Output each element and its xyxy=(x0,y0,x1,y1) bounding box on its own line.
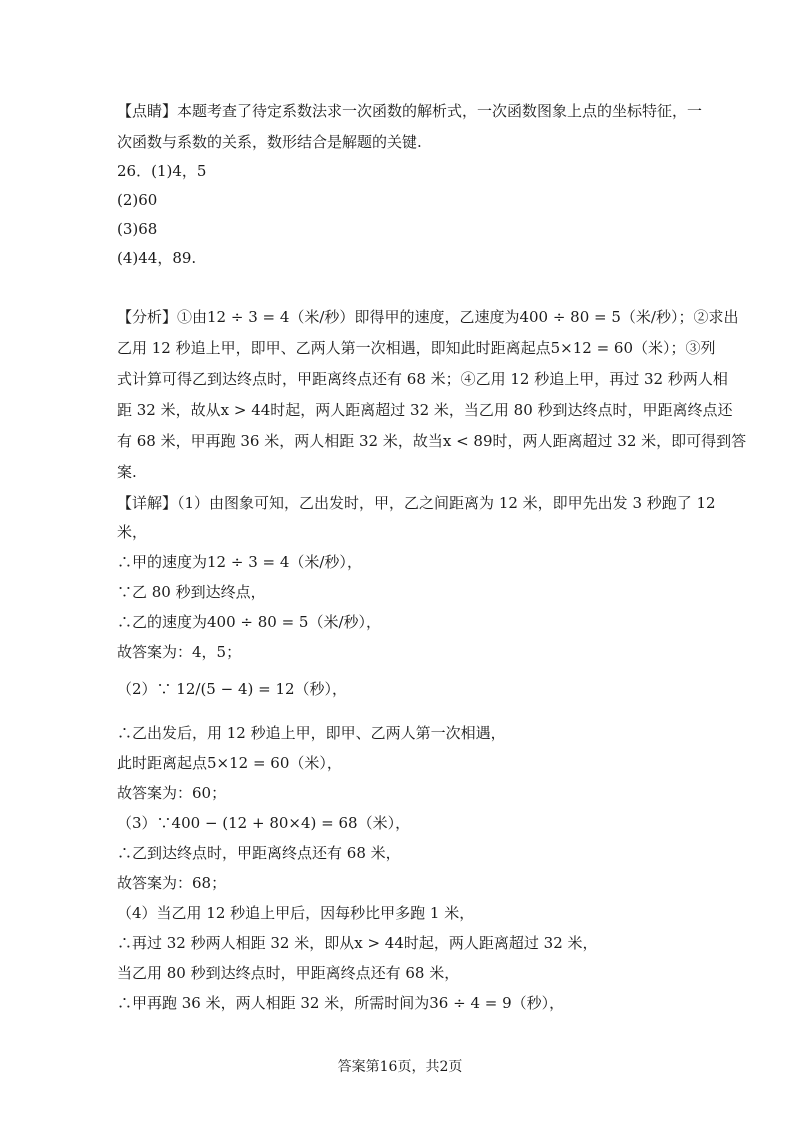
detail-line: 此时距离起点5×12 = 60（米）， xyxy=(117,754,342,772)
detail-line: ∴甲的速度为12 ÷ 3 = 4（米/秒）， xyxy=(117,553,362,571)
detail-line: ∴再过 32 秒两人相距 32 米，即从x > 44时起，两人距离超过 32 米， xyxy=(117,934,598,952)
detail-line: 故答案为：68； xyxy=(117,874,227,892)
detail-line: 当乙用 80 秒到达终点时，甲距离终点还有 68 米， xyxy=(117,964,460,982)
analysis-line: 式计算可得乙到达终点时，甲距离终点还有 68 米；④乙用 12 秒追上甲，再过 32 秒两人相 xyxy=(117,370,728,388)
analysis-line: 有 68 米，甲再跑 36 米，两人相距 32 米，故当x < 89时，两人距离超过 32 米，即可得到答 xyxy=(117,432,747,450)
detail-line: ∴乙到达终点时，甲距离终点还有 68 米， xyxy=(117,844,401,862)
analysis-line: 案. xyxy=(117,463,137,481)
analysis-line: 【分析】①由12 ÷ 3 = 4（米/秒）即得甲的速度，乙速度为400 ÷ 80 = 5（米/秒）；②求出 xyxy=(117,308,739,326)
answer-line: 26．(1)4，5 xyxy=(117,162,207,180)
page-footer: 答案第16页，共2页 xyxy=(337,1059,463,1075)
detail-line: （3）∵400 − (12 + 80×4) = 68（米）， xyxy=(117,814,411,832)
detail-line: ∴乙的速度为400 ÷ 80 = 5（米/秒）， xyxy=(117,613,382,631)
detail-line: ∴甲再跑 36 米，两人相距 32 米，所需时间为36 ÷ 4 = 9（秒）， xyxy=(117,994,565,1012)
analysis-line: 乙用 12 秒追上甲，即甲、乙两人第一次相遇，即知此时距离起点5×12 = 60（米）；③列 xyxy=(117,339,716,357)
detail-line: ∴乙出发后，用 12 秒追上甲，即甲、乙两人第一次相遇， xyxy=(117,724,506,742)
detail-line: 故答案为：4，5； xyxy=(117,643,242,661)
answer-line: (4)44，89. xyxy=(117,249,197,267)
text-line: 次函数与系数的关系，数形结合是解题的关键. xyxy=(117,133,422,151)
detail-line: ∵乙 80 秒到达终点， xyxy=(117,583,266,601)
answer-line: (3)68 xyxy=(117,220,158,238)
detail-line: （2）∵ 12/(5 − 4) = 12（秒）， xyxy=(117,680,348,698)
answer-line: (2)60 xyxy=(117,191,158,209)
analysis-line: 距 32 米，故从x > 44时起，两人距离超过 32 米，当乙用 80 秒到达终点时，甲距离终点还 xyxy=(117,401,733,419)
detail-line: （4）当乙用 12 秒追上甲后，因每秒比甲多跑 1 米， xyxy=(117,904,475,922)
detail-line: 【详解】（1）由图象可知，乙出发时，甲，乙之间距离为 12 米，即甲先出发 3 秒跑了 12 xyxy=(117,494,716,512)
text-line: 【点睛】本题考查了待定系数法求一次函数的解析式，一次函数图象上点的坐标特征，一 xyxy=(117,102,703,120)
detail-line: 米， xyxy=(117,523,148,541)
detail-line: 故答案为：60； xyxy=(117,784,227,802)
